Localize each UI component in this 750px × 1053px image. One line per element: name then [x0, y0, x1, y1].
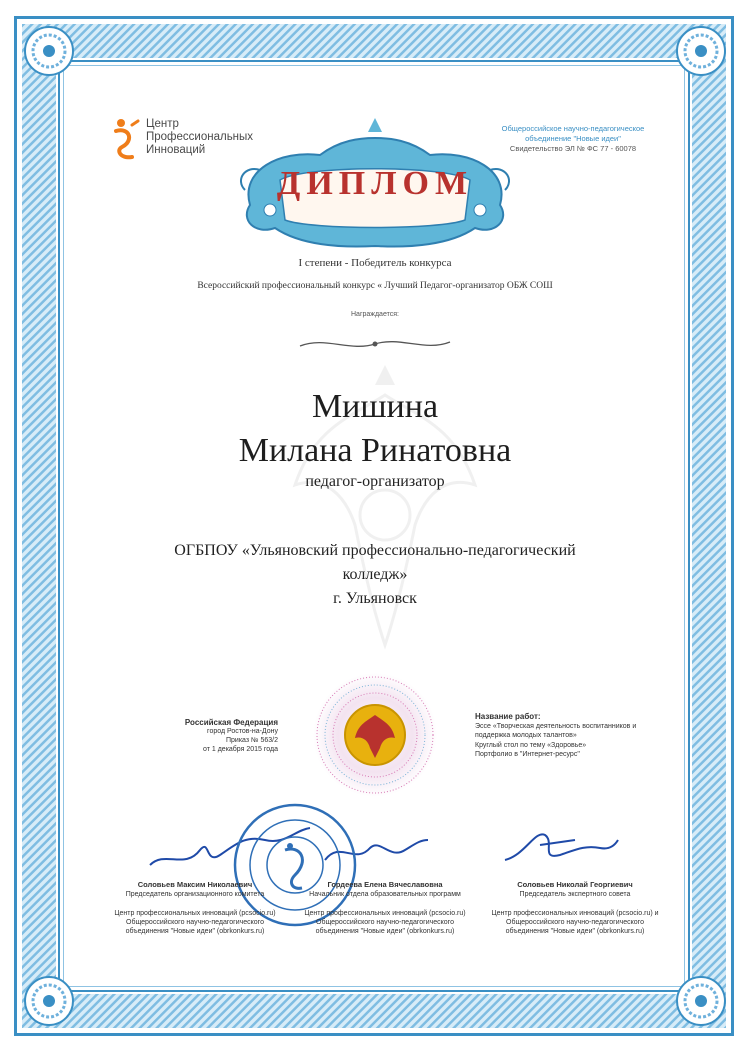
- works-item-3: Круглый стол по тему «Здоровье»: [475, 741, 587, 749]
- recipient-org-line-2: колледж»: [342, 566, 408, 583]
- signer-3: [475, 880, 675, 936]
- corner-ornament-bl: [14, 966, 84, 1036]
- works-item-4: Портфолио в "Интернет-ресурс": [475, 751, 580, 758]
- signer-1-org-1: Центр профессиональных инноваций (pcsocio.ru): [114, 910, 276, 917]
- corner-ornament-br: [666, 966, 736, 1036]
- signer-1-name: Соловьев Максим Николаевич: [137, 880, 253, 889]
- signer-3-role: Председатель экспертного совета: [519, 891, 631, 898]
- contest-text: Всероссийский профессиональный конкурс « Лучший Педагог-организатор ОБЖ СОШ: [197, 281, 553, 291]
- signer-3-name: Соловьев Николай Георгиевич: [517, 880, 633, 889]
- date-text: от 1 декабря 2015 года: [202, 746, 278, 753]
- degree-text: I степени - Победитель конкурса: [298, 257, 452, 269]
- recipient-city: г. Ульяновск: [333, 590, 417, 607]
- signer-1-org-3: объединения "Новые идеи" (obrkonkurs.ru): [125, 928, 265, 935]
- signer-2: [290, 880, 480, 936]
- signer-2-role: Начальник отдела образовательных программ: [309, 891, 461, 898]
- signature-3: [500, 820, 620, 870]
- works-item-2: поддержка молодых талантов»: [475, 732, 577, 739]
- signer-1-role: Председатель организационного комитета: [125, 891, 265, 898]
- left-info: [150, 718, 278, 754]
- works-block: [475, 712, 675, 760]
- signer-3-org-2: Общероссийского научно-педагогического: [506, 919, 644, 926]
- publisher-line-2: объединение "Новые идеи": [525, 134, 621, 143]
- recipient-surname: Мишина: [311, 388, 439, 425]
- signer-2-org-2: Общероссийского научно-педагогического: [316, 919, 454, 926]
- signer-1: [95, 880, 295, 936]
- awarded-label: Награждается:: [351, 311, 399, 318]
- signer-2-name: Гордеева Елена Вячеславовна: [327, 880, 443, 889]
- works-item-1: Эссе «Творческая деятельность воспитанников и: [475, 722, 637, 730]
- works-heading: Название работ:: [475, 712, 541, 721]
- country-text: Российская Федерация: [184, 718, 278, 727]
- signer-3-org-1: Центр профессиональных инноваций (pcsocio.ru) и: [491, 910, 659, 917]
- recipient-position: педагог-организатор: [305, 473, 445, 490]
- logo-line-3: Инноваций: [146, 144, 206, 156]
- logo-line-2: Профессиональных: [146, 131, 254, 143]
- recipient-org-line-1: ОГБПОУ «Ульяновский профессионально-педагогический: [174, 542, 576, 559]
- publisher-line-3: Свидетельство ЭЛ № ФС 77 - 60078: [509, 144, 637, 153]
- corner-ornament-tl: [14, 16, 84, 86]
- diploma-title: ДИПЛОМ: [276, 165, 474, 202]
- recipient-name: Милана Ринатовна: [238, 432, 512, 469]
- logo-icon: [112, 117, 142, 163]
- signer-2-org-3: объединения "Новые идеи" (obrkonkurs.ru): [315, 928, 455, 935]
- logo-line-1: Центр: [146, 118, 179, 130]
- signer-2-org-1: Центр профессиональных инноваций (pcsocio.ru): [304, 910, 466, 917]
- corner-ornament-tr: [666, 16, 736, 86]
- city-text: город Ростов-на-Дону: [207, 728, 278, 735]
- hologram-seal: [310, 670, 440, 800]
- flourish-divider: [295, 332, 455, 356]
- publisher-line-1: Общероссийское научно-педагогическое: [501, 124, 645, 133]
- signer-1-org-2: Общероссийского научно-педагогического: [126, 919, 264, 926]
- order-text: Приказ № 563/2: [226, 737, 278, 744]
- signer-3-org-3: объединения "Новые идеи" (obrkonkurs.ru): [505, 928, 645, 935]
